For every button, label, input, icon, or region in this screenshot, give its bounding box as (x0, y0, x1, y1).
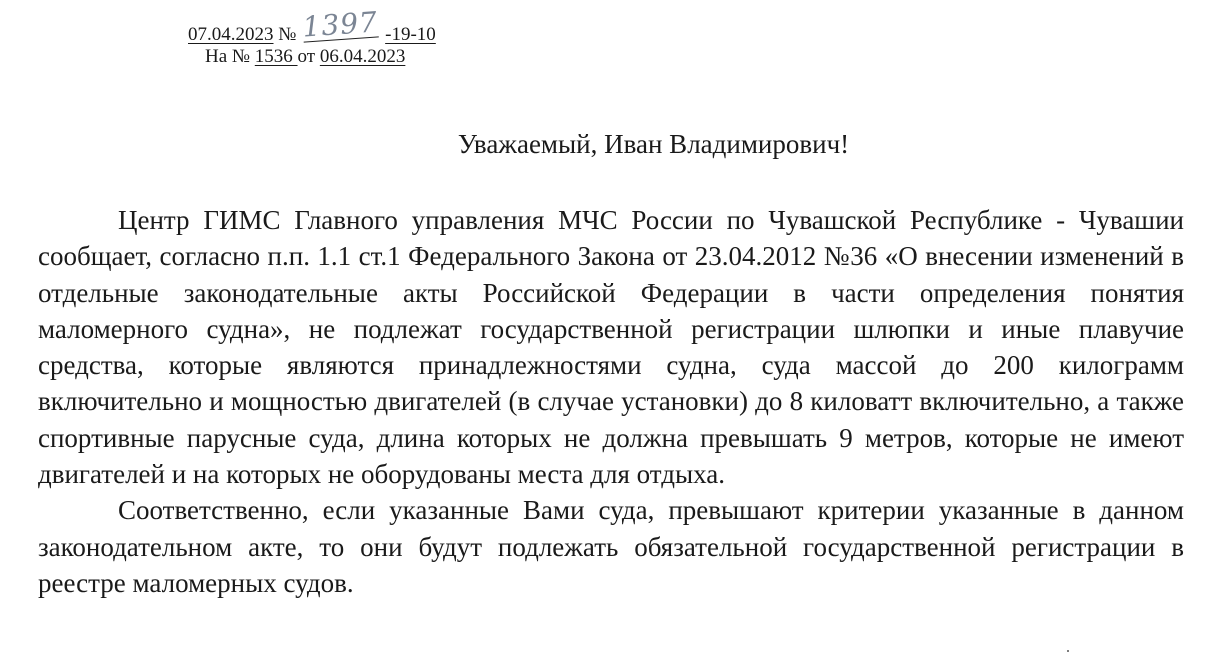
greeting: Уважаемый, Иван Владимирович! (457, 129, 850, 159)
number-sign: № (278, 24, 297, 45)
reply-date: 06.04.2023 (319, 46, 406, 67)
letter-body (38, 202, 1184, 601)
reply-from-label: от (297, 46, 316, 67)
number-suffix: -19-10 (385, 24, 436, 45)
outgoing-date: 07.04.2023 (188, 24, 274, 45)
reply-prefix: На № (205, 46, 251, 67)
reply-reference-line (205, 46, 405, 68)
reply-number: 1536 (254, 46, 298, 67)
body-paragraph-2: Соответственно, если указанные Вами суда, превышают критерии указанные в данном законодательном акте, то они будут подлежать обязательной государственной регистрации в реестре маломерных судов. (38, 495, 1184, 598)
scan-speck (1067, 650, 1069, 652)
body-paragraph-1: Центр ГИМС Главного управления МЧС России по Чувашской Республике - Чувашии сообщает, согласно п.п. 1.1 ст.1 Федерального Закона от 23.04.2012 №36 «О внесении изменений в отдельные законодательные акты Российской Федерации в части определения понятия маломерного судна», не подлежат государственной регистрации шлюпки и иные плавучие средства, которые являются принадлежностями судна, суда массой до 200 килограмм включительно и мощностью двигателей (в случае установки) до 8 киловатт включительно, а также спортивные парусные суда, длина которых не должна превышать 9 метров, которые не имеют двигателей и на которых не оборудованы места для отдыха. (38, 205, 1184, 490)
handwritten-number: 1397 (301, 5, 380, 44)
outgoing-registration-line (188, 5, 436, 46)
